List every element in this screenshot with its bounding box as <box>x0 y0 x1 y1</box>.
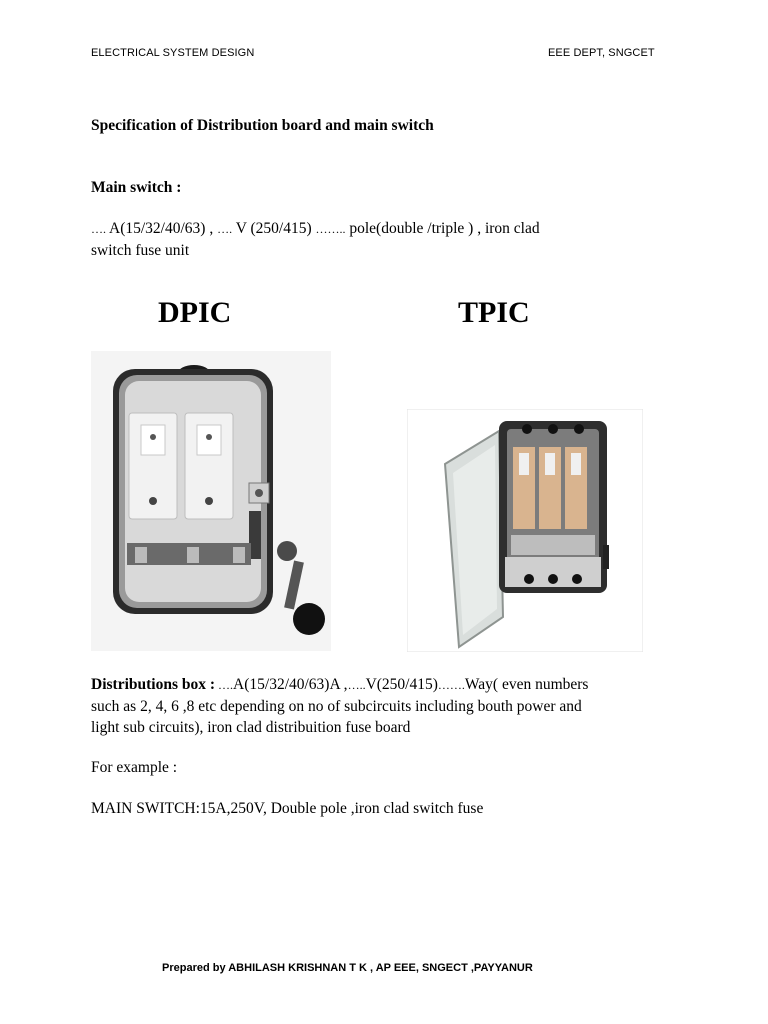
placeholder-dots: ……. <box>437 678 465 692</box>
main-switch-description <box>91 218 691 261</box>
placeholder-dots: ….. <box>347 678 366 692</box>
header-left: ELECTRICAL SYSTEM DESIGN <box>91 47 255 59</box>
main-switch-line-2: switch fuse unit <box>91 242 190 259</box>
footer-credit: Prepared by ABHILASH KRISHNAN T K , AP EEE, SNGECT ,PAYYANUR <box>162 962 533 974</box>
voltage-rating-text: V (250/415) <box>232 220 316 237</box>
dpic-switch-image <box>91 351 331 651</box>
distribution-line-1 <box>91 674 711 696</box>
voltage-rating-text: V(250/415) <box>365 676 438 693</box>
main-switch-line-1 <box>91 218 691 240</box>
pole-type-text: pole(double /triple ) , iron clad <box>345 220 540 237</box>
example-intro: For example : <box>91 759 178 776</box>
placeholder-dots: …. <box>217 222 233 236</box>
distribution-line-2: such as 2, 4, 6 ,8 etc depending on no of subcircuits including bouth power and <box>91 698 582 715</box>
amp-rating-text: A(15/32/40/63) , <box>106 220 218 237</box>
tpic-label: TPIC <box>458 296 530 329</box>
way-text: Way( even numbers <box>464 676 589 693</box>
header-right: EEE DEPT, SNGCET <box>548 47 655 59</box>
tpic-switch-image <box>407 409 643 652</box>
distribution-line-3: light sub circuits), iron clad distribuition fuse board <box>91 719 411 736</box>
amp-rating-text: A(15/32/40/63)A , <box>233 676 348 693</box>
distribution-box-section <box>91 674 711 738</box>
placeholder-dots: …. <box>215 678 234 692</box>
dpic-label: DPIC <box>158 296 232 329</box>
placeholder-dots: …….. <box>315 222 346 236</box>
placeholder-dots: …. <box>91 222 106 236</box>
section-title: Specification of Distribution board and main switch <box>91 117 434 134</box>
example-text: MAIN SWITCH:15A,250V, Double pole ,iron clad switch fuse <box>91 800 484 817</box>
main-switch-heading: Main switch : <box>91 179 182 196</box>
distribution-heading: Distributions box : <box>91 676 216 693</box>
